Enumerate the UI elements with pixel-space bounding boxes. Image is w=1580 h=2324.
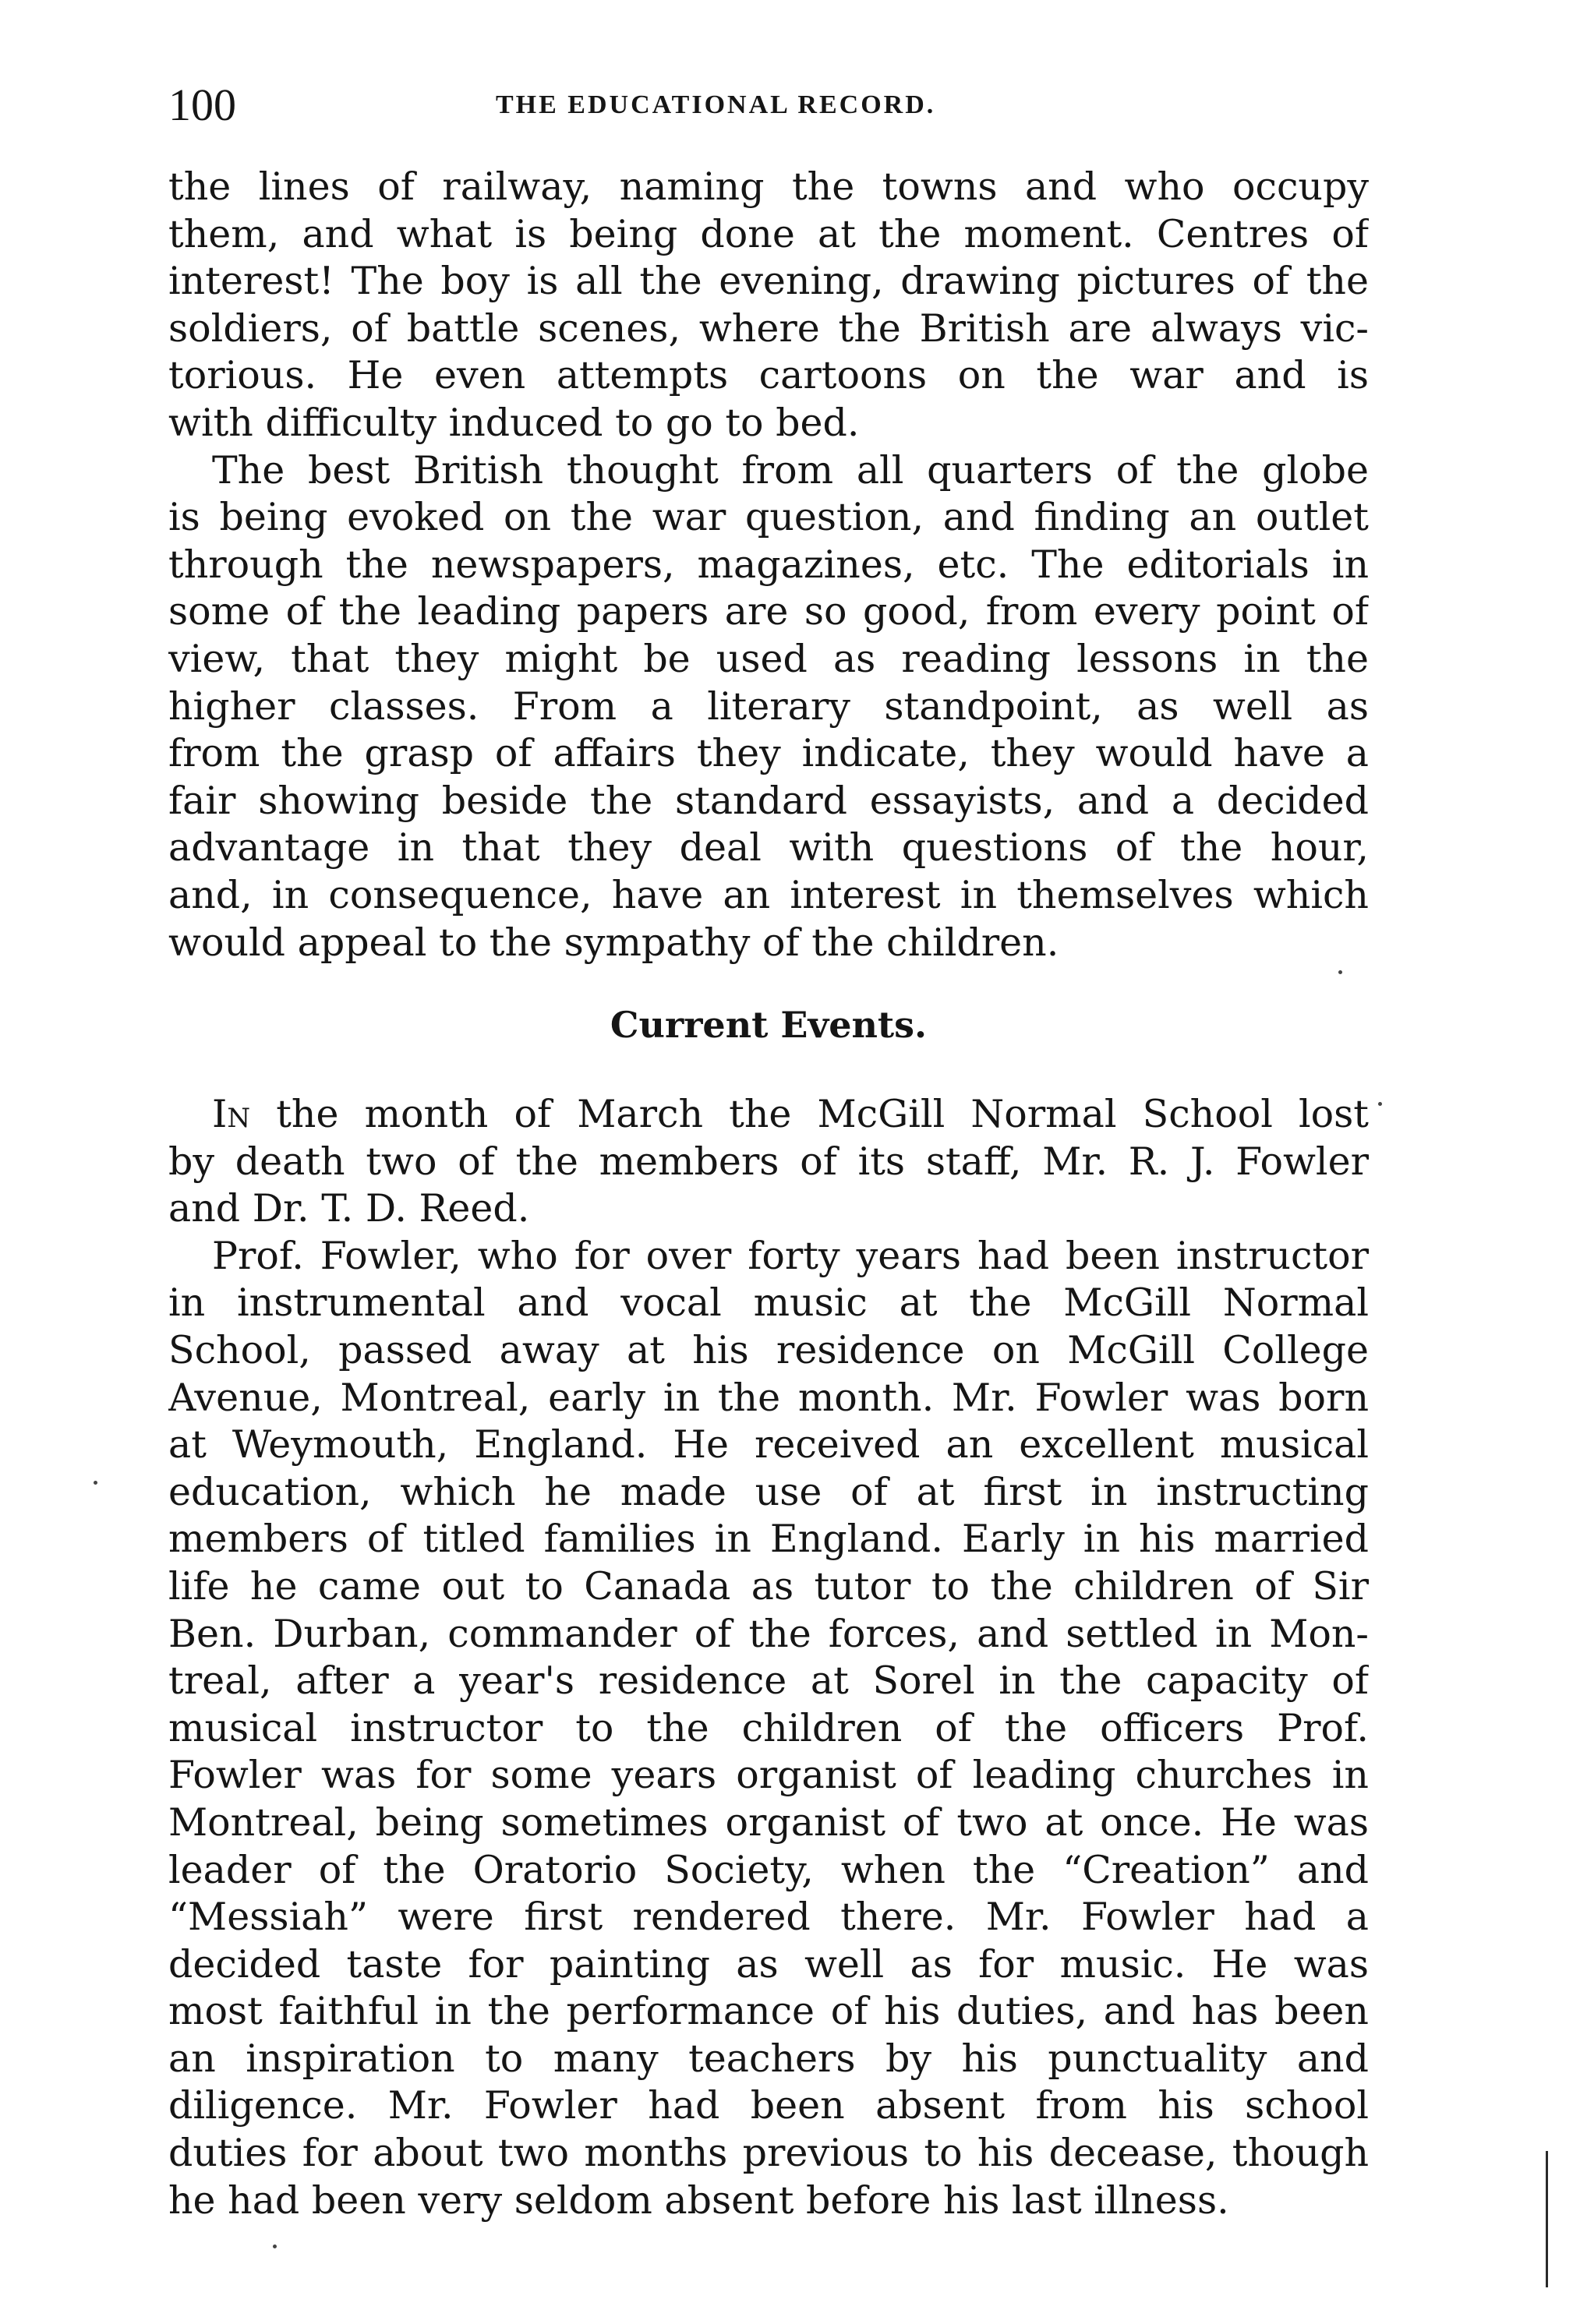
text-line: view, that they might be used as reading lessons in the: [168, 636, 1369, 681]
text-line: Prof. Fowler, who for over forty years had been instructor: [212, 1233, 1369, 1278]
text-line: from the grasp of affairs they indicate, they would have a: [168, 731, 1369, 776]
current-events-paragraphs: [168, 1091, 1369, 2224]
text-line: Montreal, being sometimes organist of two at once. He was: [168, 1800, 1369, 1845]
text-line: life he came out to Canada as tutor to the children of Sir: [168, 1563, 1369, 1609]
text-line: an inspiration to many teachers by his punctuality and: [168, 2036, 1369, 2081]
text-line: decided taste for painting as well as for music. He was: [168, 1941, 1369, 1987]
text-line: members of titled families in England. Early in his married: [168, 1517, 1369, 1562]
text-line: at Weymouth, England. He received an excellent musical: [168, 1422, 1369, 1468]
text-line: he had been very seldom absent before his last illness.: [168, 2177, 1229, 2223]
text-line: some of the leading papers are so good, from every point of: [168, 589, 1369, 634]
print-speck: [1378, 1102, 1382, 1106]
text-line: most faithful in the performance of his duties, and has been: [168, 1989, 1369, 2034]
opening-paragraphs: [168, 164, 1369, 966]
text-line: by death two of the members of its staff, Mr. R. J. Fowler: [168, 1139, 1369, 1184]
text-line: torious. He even attempts cartoons on the war and is: [168, 353, 1369, 398]
text-line: Fowler was for some years organist of leading churches in: [168, 1753, 1369, 1798]
text-line: advantage in that they deal with questions of the hour,: [168, 825, 1369, 871]
text-line: interest! The boy is all the evening, drawing pictures of the: [168, 259, 1369, 304]
text-line: leader of the Oratorio Society, when the “Creation” and: [168, 1847, 1369, 1892]
text-line: higher classes. From a literary standpoint, as well as: [168, 683, 1369, 729]
text-line-rest: the month of March the McGill Normal School lost: [250, 1092, 1369, 1136]
text-line: [168, 1091, 1369, 1139]
text-line: them, and what is being done at the moment. Centres of: [168, 211, 1369, 256]
text-line: and Dr. T. D. Reed.: [168, 1186, 530, 1231]
text-line: fair showing beside the standard essayists, and a decided: [168, 778, 1369, 823]
print-speck: [273, 2245, 277, 2248]
text-line: is being evoked on the war question, and finding an outlet: [168, 495, 1369, 540]
text-line: the lines of railway, naming the towns and who occupy: [168, 164, 1369, 209]
running-title: THE EDUCATIONAL RECORD.: [496, 90, 936, 119]
text-line: The best British thought from all quarters of the globe: [212, 447, 1369, 493]
print-speck: [94, 1481, 97, 1485]
text-line: School, passed away at his residence on McGill College: [168, 1327, 1369, 1372]
text-line: through the newspapers, magazines, etc. The editorials in: [168, 542, 1369, 587]
text-line: would appeal to the sympathy of the children.: [168, 920, 1059, 965]
scan-edge-mark: [1546, 2151, 1548, 2287]
lead-word: In: [212, 1092, 251, 1136]
section-heading: Current Events.: [610, 1004, 928, 1046]
text-line: education, which he made use of at first in instructing: [168, 1469, 1369, 1514]
text-line: “Messiah” were first rendered there. Mr. Fowler had a: [168, 1895, 1369, 1940]
text-line: musical instructor to the children of the officers Prof.: [168, 1705, 1369, 1750]
text-line: soldiers, of battle scenes, where the British are always vic-: [168, 306, 1369, 351]
text-line: duties for about two months previous to his decease, though: [168, 2131, 1369, 2176]
print-speck: [1338, 970, 1342, 974]
text-line: Avenue, Montreal, early in the month. Mr. Fowler was born: [168, 1375, 1369, 1420]
page-number: 100: [168, 79, 236, 130]
page-header: [168, 78, 1369, 132]
text-line: and, in consequence, have an interest in themselves which: [168, 872, 1369, 917]
text-line: treal, after a year's residence at Sorel in the capacity of: [168, 1658, 1369, 1704]
text-line: Ben. Durban, commander of the forces, and settled in Mon-: [168, 1611, 1369, 1656]
text-line: in instrumental and vocal music at the McGill Normal: [168, 1280, 1369, 1326]
text-line: with difficulty induced to go to bed.: [168, 400, 860, 445]
text-line: diligence. Mr. Fowler had been absent from his school: [168, 2083, 1369, 2128]
